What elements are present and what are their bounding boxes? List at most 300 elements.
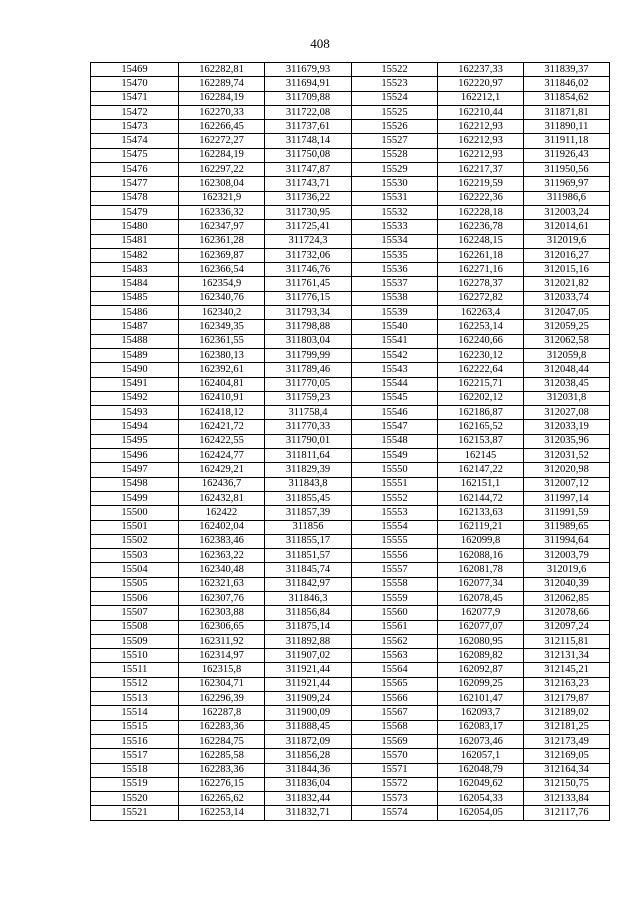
x-coordinate-cell: 162307,76 [179,591,265,605]
y-coordinate-cell: 312019,6 [524,563,610,577]
y-coordinate-cell: 311846,3 [265,591,352,605]
table-row [91,377,610,391]
y-coordinate-cell: 311921,44 [265,663,352,677]
table-row [91,734,610,748]
point-number-cell: 15550 [352,463,438,477]
table-row [91,763,610,777]
table-row [91,63,610,77]
y-coordinate-cell: 311851,57 [265,549,352,563]
x-coordinate-cell: 162380,13 [179,348,265,362]
point-number-cell: 15532 [352,205,438,219]
x-coordinate-cell: 162392,61 [179,363,265,377]
x-coordinate-cell: 162217,37 [438,163,524,177]
y-coordinate-cell: 312019,6 [524,234,610,248]
x-coordinate-cell: 162147,22 [438,463,524,477]
point-number-cell: 15571 [352,763,438,777]
y-coordinate-cell: 311907,02 [265,649,352,663]
x-coordinate-cell: 162315,8 [179,663,265,677]
y-coordinate-cell: 311989,65 [524,520,610,534]
table-row [91,220,610,234]
x-coordinate-cell: 162340,2 [179,306,265,320]
x-coordinate-cell: 162101,47 [438,692,524,706]
point-number-cell: 15504 [91,563,179,577]
x-coordinate-cell: 162236,78 [438,220,524,234]
x-coordinate-cell: 162354,9 [179,277,265,291]
x-coordinate-cell: 162283,36 [179,763,265,777]
x-coordinate-cell: 162133,63 [438,506,524,520]
y-coordinate-cell: 311839,37 [524,63,610,77]
y-coordinate-cell: 311842,97 [265,577,352,591]
x-coordinate-cell: 162237,33 [438,63,524,77]
y-coordinate-cell: 311770,33 [265,420,352,434]
y-coordinate-cell: 311829,39 [265,463,352,477]
point-number-cell: 15570 [352,749,438,763]
point-number-cell: 15471 [91,91,179,105]
point-number-cell: 15470 [91,77,179,91]
point-number-cell: 15514 [91,706,179,720]
point-number-cell: 15501 [91,520,179,534]
x-coordinate-cell: 162144,72 [438,491,524,505]
point-number-cell: 15534 [352,234,438,248]
point-number-cell: 15561 [352,620,438,634]
point-number-cell: 15496 [91,449,179,463]
table-row [91,248,610,262]
y-coordinate-cell: 312021,82 [524,277,610,291]
point-number-cell: 15549 [352,449,438,463]
table-row [91,677,610,691]
point-number-cell: 15573 [352,792,438,806]
y-coordinate-cell: 311770,05 [265,377,352,391]
y-coordinate-cell: 311836,04 [265,777,352,791]
y-coordinate-cell: 311722,08 [265,105,352,119]
table-row [91,348,610,362]
y-coordinate-cell: 312016,27 [524,248,610,262]
y-coordinate-cell: 312097,24 [524,620,610,634]
point-number-cell: 15484 [91,277,179,291]
x-coordinate-cell: 162289,74 [179,77,265,91]
y-coordinate-cell: 311871,81 [524,105,610,119]
x-coordinate-cell: 162057,1 [438,749,524,763]
y-coordinate-cell: 312033,74 [524,291,610,305]
x-coordinate-cell: 162088,16 [438,549,524,563]
x-coordinate-cell: 162054,05 [438,806,524,820]
y-coordinate-cell: 311997,14 [524,491,610,505]
coordinates-table-body [91,63,610,821]
point-number-cell: 15564 [352,663,438,677]
y-coordinate-cell: 311911,18 [524,134,610,148]
table-row [91,649,610,663]
table-row [91,77,610,91]
y-coordinate-cell: 312150,75 [524,777,610,791]
point-number-cell: 15519 [91,777,179,791]
y-coordinate-cell: 311843,8 [265,477,352,491]
point-number-cell: 15569 [352,734,438,748]
y-coordinate-cell: 311790,01 [265,434,352,448]
point-number-cell: 15547 [352,420,438,434]
x-coordinate-cell: 162219,59 [438,177,524,191]
y-coordinate-cell: 311798,88 [265,320,352,334]
x-coordinate-cell: 162186,87 [438,406,524,420]
point-number-cell: 15565 [352,677,438,691]
point-number-cell: 15529 [352,163,438,177]
point-number-cell: 15473 [91,120,179,134]
x-coordinate-cell: 162230,12 [438,348,524,362]
x-coordinate-cell: 162314,97 [179,649,265,663]
x-coordinate-cell: 162347,97 [179,220,265,234]
y-coordinate-cell: 311855,45 [265,491,352,505]
point-number-cell: 15511 [91,663,179,677]
x-coordinate-cell: 162404,81 [179,377,265,391]
table-row [91,606,610,620]
y-coordinate-cell: 311844,36 [265,763,352,777]
x-coordinate-cell: 162278,37 [438,277,524,291]
y-coordinate-cell: 311736,22 [265,191,352,205]
y-coordinate-cell: 311991,59 [524,506,610,520]
table-row [91,792,610,806]
point-number-cell: 15533 [352,220,438,234]
y-coordinate-cell: 312078,66 [524,606,610,620]
point-number-cell: 15497 [91,463,179,477]
table-row [91,191,610,205]
table-row [91,120,610,134]
point-number-cell: 15477 [91,177,179,191]
y-coordinate-cell: 311926,43 [524,148,610,162]
y-coordinate-cell: 311857,39 [265,506,352,520]
x-coordinate-cell: 162081,78 [438,563,524,577]
y-coordinate-cell: 312047,05 [524,306,610,320]
point-number-cell: 15544 [352,377,438,391]
x-coordinate-cell: 162321,63 [179,577,265,591]
point-number-cell: 15475 [91,148,179,162]
table-row [91,706,610,720]
x-coordinate-cell: 162210,44 [438,105,524,119]
point-number-cell: 15557 [352,563,438,577]
table-row [91,692,610,706]
x-coordinate-cell: 162093,7 [438,706,524,720]
point-number-cell: 15472 [91,105,179,119]
x-coordinate-cell: 162265,62 [179,792,265,806]
point-number-cell: 15523 [352,77,438,91]
x-coordinate-cell: 162424,77 [179,449,265,463]
table-row [91,234,610,248]
x-coordinate-cell: 162383,46 [179,534,265,548]
point-number-cell: 15517 [91,749,179,763]
y-coordinate-cell: 311856,84 [265,606,352,620]
table-row [91,506,610,520]
point-number-cell: 15539 [352,306,438,320]
y-coordinate-cell: 311793,34 [265,306,352,320]
table-row [91,134,610,148]
y-coordinate-cell: 311986,6 [524,191,610,205]
table-row [91,520,610,534]
table-row [91,477,610,491]
y-coordinate-cell: 312040,39 [524,577,610,591]
point-number-cell: 15527 [352,134,438,148]
table-row [91,663,610,677]
x-coordinate-cell: 162436,7 [179,477,265,491]
y-coordinate-cell: 312115,81 [524,634,610,648]
y-coordinate-cell: 311761,45 [265,277,352,291]
x-coordinate-cell: 162271,16 [438,263,524,277]
x-coordinate-cell: 162263,4 [438,306,524,320]
point-number-cell: 15540 [352,320,438,334]
y-coordinate-cell: 312131,34 [524,649,610,663]
point-number-cell: 15469 [91,63,179,77]
table-row [91,291,610,305]
point-number-cell: 15536 [352,263,438,277]
x-coordinate-cell: 162369,87 [179,248,265,262]
table-row [91,534,610,548]
y-coordinate-cell: 312173,49 [524,734,610,748]
x-coordinate-cell: 162272,27 [179,134,265,148]
table-row [91,491,610,505]
point-number-cell: 15562 [352,634,438,648]
y-coordinate-cell: 312179,87 [524,692,610,706]
table-row [91,406,610,420]
x-coordinate-cell: 162222,64 [438,363,524,377]
y-coordinate-cell: 312059,8 [524,348,610,362]
y-coordinate-cell: 311748,14 [265,134,352,148]
point-number-cell: 15545 [352,391,438,405]
point-number-cell: 15502 [91,534,179,548]
table-row [91,434,610,448]
point-number-cell: 15531 [352,191,438,205]
table-row [91,620,610,634]
x-coordinate-cell: 162402,04 [179,520,265,534]
table-row [91,420,610,434]
y-coordinate-cell: 312014,61 [524,220,610,234]
y-coordinate-cell: 312189,02 [524,706,610,720]
y-coordinate-cell: 312015,16 [524,263,610,277]
x-coordinate-cell: 162284,75 [179,734,265,748]
y-coordinate-cell: 311909,24 [265,692,352,706]
x-coordinate-cell: 162080,95 [438,634,524,648]
y-coordinate-cell: 312164,34 [524,763,610,777]
y-coordinate-cell: 312133,84 [524,792,610,806]
point-number-cell: 15520 [91,792,179,806]
point-number-cell: 15552 [352,491,438,505]
y-coordinate-cell: 312181,25 [524,720,610,734]
x-coordinate-cell: 162049,62 [438,777,524,791]
point-number-cell: 15559 [352,591,438,605]
point-number-cell: 15510 [91,649,179,663]
point-number-cell: 15551 [352,477,438,491]
y-coordinate-cell: 312048,44 [524,363,610,377]
table-row [91,634,610,648]
x-coordinate-cell: 162422 [179,506,265,520]
y-coordinate-cell: 312038,45 [524,377,610,391]
point-number-cell: 15574 [352,806,438,820]
x-coordinate-cell: 162153,87 [438,434,524,448]
y-coordinate-cell: 311969,97 [524,177,610,191]
point-number-cell: 15507 [91,606,179,620]
x-coordinate-cell: 162363,22 [179,549,265,563]
point-number-cell: 15476 [91,163,179,177]
x-coordinate-cell: 162145 [438,449,524,463]
table-row [91,777,610,791]
x-coordinate-cell: 162099,8 [438,534,524,548]
point-number-cell: 15535 [352,248,438,262]
x-coordinate-cell: 162261,18 [438,248,524,262]
y-coordinate-cell: 311750,08 [265,148,352,162]
y-coordinate-cell: 312035,96 [524,434,610,448]
y-coordinate-cell: 312062,85 [524,591,610,605]
y-coordinate-cell: 312163,23 [524,677,610,691]
x-coordinate-cell: 162272,82 [438,291,524,305]
table-row [91,391,610,405]
x-coordinate-cell: 162151,1 [438,477,524,491]
point-number-cell: 15556 [352,549,438,563]
y-coordinate-cell: 311747,87 [265,163,352,177]
y-coordinate-cell: 311921,44 [265,677,352,691]
y-coordinate-cell: 312169,05 [524,749,610,763]
x-coordinate-cell: 162240,66 [438,334,524,348]
y-coordinate-cell: 312031,8 [524,391,610,405]
x-coordinate-cell: 162311,92 [179,634,265,648]
x-coordinate-cell: 162410,91 [179,391,265,405]
y-coordinate-cell: 311737,61 [265,120,352,134]
x-coordinate-cell: 162276,15 [179,777,265,791]
point-number-cell: 15522 [352,63,438,77]
y-coordinate-cell: 311846,02 [524,77,610,91]
table-row [91,720,610,734]
table-row [91,363,610,377]
y-coordinate-cell: 311892,88 [265,634,352,648]
point-number-cell: 15548 [352,434,438,448]
point-number-cell: 15542 [352,348,438,362]
point-number-cell: 15499 [91,491,179,505]
x-coordinate-cell: 162212,93 [438,134,524,148]
x-coordinate-cell: 162285,58 [179,749,265,763]
point-number-cell: 15555 [352,534,438,548]
x-coordinate-cell: 162422,55 [179,434,265,448]
x-coordinate-cell: 162429,21 [179,463,265,477]
y-coordinate-cell: 311994,64 [524,534,610,548]
table-row [91,105,610,119]
point-number-cell: 15572 [352,777,438,791]
point-number-cell: 15553 [352,506,438,520]
x-coordinate-cell: 162073,46 [438,734,524,748]
table-row [91,277,610,291]
y-coordinate-cell: 311900,09 [265,706,352,720]
y-coordinate-cell: 311875,14 [265,620,352,634]
point-number-cell: 15558 [352,577,438,591]
y-coordinate-cell: 312033,19 [524,420,610,434]
y-coordinate-cell: 311890,11 [524,120,610,134]
x-coordinate-cell: 162361,28 [179,234,265,248]
point-number-cell: 15526 [352,120,438,134]
x-coordinate-cell: 162253,14 [438,320,524,334]
table-row [91,263,610,277]
x-coordinate-cell: 162270,33 [179,105,265,119]
x-coordinate-cell: 162220,97 [438,77,524,91]
y-coordinate-cell: 311725,41 [265,220,352,234]
point-number-cell: 15563 [352,649,438,663]
y-coordinate-cell: 311776,15 [265,291,352,305]
point-number-cell: 15524 [352,91,438,105]
x-coordinate-cell: 162222,36 [438,191,524,205]
x-coordinate-cell: 162297,22 [179,163,265,177]
y-coordinate-cell: 311832,71 [265,806,352,820]
table-row [91,177,610,191]
y-coordinate-cell: 311856 [265,520,352,534]
point-number-cell: 15505 [91,577,179,591]
x-coordinate-cell: 162321,9 [179,191,265,205]
point-number-cell: 15567 [352,706,438,720]
x-coordinate-cell: 162048,79 [438,763,524,777]
x-coordinate-cell: 162306,65 [179,620,265,634]
x-coordinate-cell: 162077,9 [438,606,524,620]
x-coordinate-cell: 162304,71 [179,677,265,691]
table-row [91,577,610,591]
x-coordinate-cell: 162349,35 [179,320,265,334]
x-coordinate-cell: 162165,52 [438,420,524,434]
x-coordinate-cell: 162212,93 [438,148,524,162]
x-coordinate-cell: 162340,76 [179,291,265,305]
table-row [91,163,610,177]
table-row [91,320,610,334]
x-coordinate-cell: 162284,19 [179,91,265,105]
y-coordinate-cell: 311799,99 [265,348,352,362]
x-coordinate-cell: 162282,81 [179,63,265,77]
y-coordinate-cell: 311758,4 [265,406,352,420]
point-number-cell: 15474 [91,134,179,148]
point-number-cell: 15489 [91,348,179,362]
y-coordinate-cell: 311832,44 [265,792,352,806]
x-coordinate-cell: 162054,33 [438,792,524,806]
point-number-cell: 15495 [91,434,179,448]
x-coordinate-cell: 162303,88 [179,606,265,620]
point-number-cell: 15538 [352,291,438,305]
table-row [91,806,610,820]
y-coordinate-cell: 311845,74 [265,563,352,577]
y-coordinate-cell: 311872,09 [265,734,352,748]
point-number-cell: 15554 [352,520,438,534]
point-number-cell: 15530 [352,177,438,191]
x-coordinate-cell: 162119,21 [438,520,524,534]
point-number-cell: 15506 [91,591,179,605]
y-coordinate-cell: 312031,52 [524,449,610,463]
x-coordinate-cell: 162099,25 [438,677,524,691]
y-coordinate-cell: 312062,58 [524,334,610,348]
y-coordinate-cell: 311694,91 [265,77,352,91]
y-coordinate-cell: 311789,46 [265,363,352,377]
point-number-cell: 15525 [352,105,438,119]
y-coordinate-cell: 312117,76 [524,806,610,820]
x-coordinate-cell: 162212,93 [438,120,524,134]
x-coordinate-cell: 162253,14 [179,806,265,820]
y-coordinate-cell: 311950,56 [524,163,610,177]
point-number-cell: 15487 [91,320,179,334]
y-coordinate-cell: 311855,17 [265,534,352,548]
x-coordinate-cell: 162421,72 [179,420,265,434]
table-row [91,591,610,605]
point-number-cell: 15568 [352,720,438,734]
x-coordinate-cell: 162089,82 [438,649,524,663]
point-number-cell: 15508 [91,620,179,634]
point-number-cell: 15490 [91,363,179,377]
x-coordinate-cell: 162083,17 [438,720,524,734]
x-coordinate-cell: 162077,34 [438,577,524,591]
table-row [91,549,610,563]
point-number-cell: 15509 [91,634,179,648]
point-number-cell: 15516 [91,734,179,748]
point-number-cell: 15492 [91,391,179,405]
x-coordinate-cell: 162092,87 [438,663,524,677]
point-number-cell: 15541 [352,334,438,348]
x-coordinate-cell: 162296,39 [179,692,265,706]
x-coordinate-cell: 162308,04 [179,177,265,191]
